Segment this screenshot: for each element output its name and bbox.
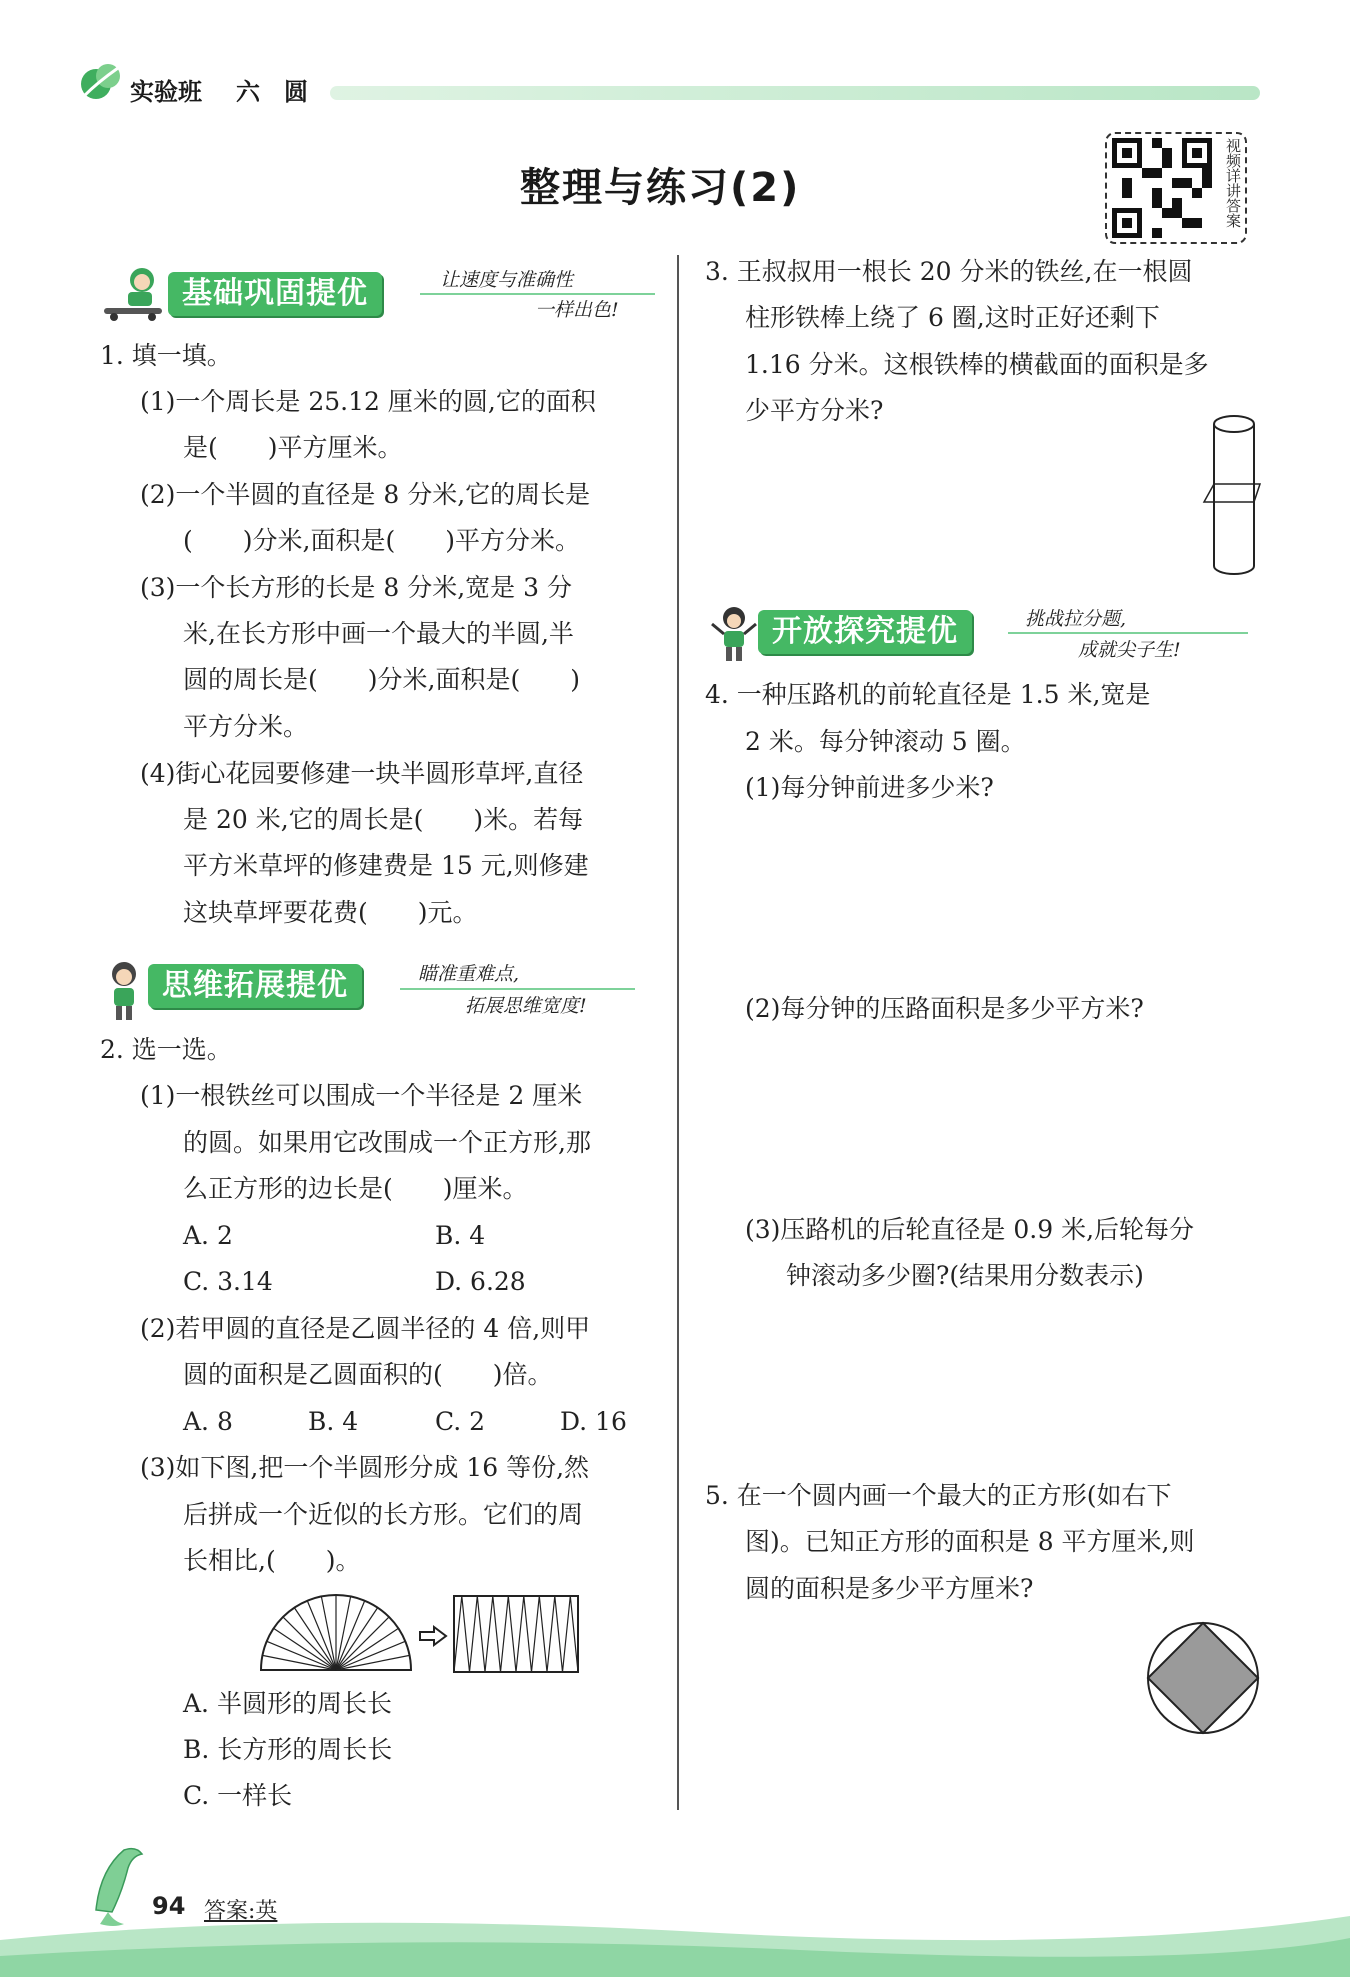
q2-line: (3)如下图,把一个半圆形分成 16 等份,然 xyxy=(140,1453,590,1482)
q1-heading: 1. 填一填。 xyxy=(100,341,232,370)
q4-part: 钟滚动多少圈?(结果用分数表示) xyxy=(786,1261,1144,1290)
page-number: 94 xyxy=(152,1892,186,1920)
answer-label: 答案:英 xyxy=(204,1899,278,1924)
column-divider xyxy=(677,255,679,1810)
q1-line: 这块草坪要花费( )元。 xyxy=(183,898,478,927)
dolphin-icon xyxy=(88,1840,148,1930)
q2-option: D. 6.28 xyxy=(435,1267,526,1296)
section-banner-basic: 基础巩固提优 xyxy=(168,272,382,316)
section-note-basic-1: 让速度与准确性 xyxy=(440,269,574,291)
semicircle-figure xyxy=(258,1590,414,1672)
q1-line: (2)一个半圆的直径是 8 分米,它的周长是 xyxy=(140,480,591,509)
q2-line: 长相比,( )。 xyxy=(183,1546,361,1575)
q2-line: 么正方形的边长是( )厘米。 xyxy=(183,1174,528,1203)
section-note-think-1: 瞄准重难点, xyxy=(418,963,520,985)
arrow-right-icon xyxy=(418,1624,448,1648)
q1-line: 是( )平方厘米。 xyxy=(183,433,403,462)
leaf-logo-icon xyxy=(78,60,124,102)
note-underline xyxy=(420,293,655,295)
q2-line: 圆的面积是乙圆面积的( )倍。 xyxy=(183,1360,553,1389)
q1-line: (1)一个周长是 25.12 厘米的圆,它的面积 xyxy=(140,387,596,416)
q1-line: 米,在长方形中画一个最大的半圆,半 xyxy=(183,619,574,648)
section-banner-think: 思维拓展提优 xyxy=(148,964,362,1008)
q2-option: C. 一样长 xyxy=(183,1781,293,1810)
q2-option: A. 半圆形的周长长 xyxy=(183,1689,392,1718)
q4-line: 4. 一种压路机的前轮直径是 1.5 米,宽是 xyxy=(705,680,1151,709)
section-note-open-2: 成就尖子生! xyxy=(1078,639,1181,661)
q2-line: 后拼成一个近似的长方形。它们的周 xyxy=(183,1500,584,1529)
page-title: 整理与练习(2) xyxy=(520,165,801,211)
q5-line: 5. 在一个圆内画一个最大的正方形(如右下 xyxy=(705,1481,1172,1510)
q1-line: 平方分米。 xyxy=(183,712,309,741)
q2-option: A. 2 xyxy=(183,1221,233,1250)
q4-line: 2 米。每分钟滚动 5 圈。 xyxy=(745,727,1026,756)
q5-line: 图)。已知正方形的面积是 8 平方厘米,则 xyxy=(745,1527,1195,1556)
unit-label: 圆 xyxy=(284,78,308,106)
q3-line: 柱形铁棒上绕了 6 圈,这时正好还剩下 xyxy=(745,303,1160,332)
q4-part: (1)每分钟前进多少米? xyxy=(745,773,994,802)
q2-option: A. 8 xyxy=(183,1407,233,1436)
q4-part: (2)每分钟的压路面积是多少平方米? xyxy=(745,994,1144,1023)
q2-option: C. 3.14 xyxy=(183,1267,273,1296)
q4-part: (3)压路机的后轮直径是 0.9 米,后轮每分 xyxy=(745,1215,1195,1244)
thinking-kid-icon xyxy=(98,958,148,1022)
q2-line: (1)一根铁丝可以围成一个半径是 2 厘米 xyxy=(140,1081,583,1110)
qr-code[interactable] xyxy=(1105,132,1247,244)
skateboard-kid-icon xyxy=(98,264,168,322)
q1-line: 平方米草坪的修建费是 15 元,则修建 xyxy=(183,851,589,880)
square-in-circle-figure xyxy=(1145,1620,1261,1736)
q3-line: 1.16 分米。这根铁棒的横截面的面积是多 xyxy=(745,350,1209,379)
q2-option: B. 4 xyxy=(308,1407,359,1436)
qr-side-label: 视频详讲答案 xyxy=(1224,138,1242,228)
q1-line: 圆的周长是( )分米,面积是( ) xyxy=(183,665,580,694)
section-note-open-1: 挑战拉分题, xyxy=(1025,608,1127,630)
qr-code-icon xyxy=(1112,138,1212,238)
q2-option: B. 4 xyxy=(435,1221,486,1250)
section-note-think-2: 拓展思维宽度! xyxy=(465,995,587,1017)
q2-heading: 2. 选一选。 xyxy=(100,1035,232,1064)
grade-label: 六 xyxy=(236,78,260,106)
header-band xyxy=(330,86,1260,100)
q2-option: C. 2 xyxy=(435,1407,486,1436)
cylinder-rod-figure xyxy=(1200,410,1262,576)
q3-line: 3. 王叔叔用一根长 20 分米的铁丝,在一根圆 xyxy=(705,257,1193,286)
q5-line: 圆的面积是多少平方厘米? xyxy=(745,1574,1034,1603)
q2-line: 的圆。如果用它改围成一个正方形,那 xyxy=(183,1128,591,1157)
note-underline xyxy=(400,988,635,990)
q1-line: ( )分米,面积是( )平方分米。 xyxy=(183,526,580,555)
q2-option: B. 长方形的周长长 xyxy=(183,1735,393,1764)
q1-line: (3)一个长方形的长是 8 分米,宽是 3 分 xyxy=(140,573,572,602)
note-underline xyxy=(1008,632,1248,634)
q3-line: 少平方分米? xyxy=(745,396,884,425)
footer-wave xyxy=(0,1880,1350,1977)
q1-line: 是 20 米,它的周长是( )米。若每 xyxy=(183,805,584,834)
q2-line: (2)若甲圆的直径是乙圆半径的 4 倍,则甲 xyxy=(140,1314,591,1343)
section-banner-open: 开放探究提优 xyxy=(758,610,972,654)
q1-line: (4)街心花园要修建一块半圆形草坪,直径 xyxy=(140,759,584,788)
q2-option: D. 16 xyxy=(560,1407,627,1436)
series-name: 实验班 xyxy=(130,78,202,106)
section-note-basic-2: 一样出色! xyxy=(535,299,619,321)
rectangle-figure xyxy=(452,1594,580,1674)
cheering-kid-icon xyxy=(708,604,760,664)
